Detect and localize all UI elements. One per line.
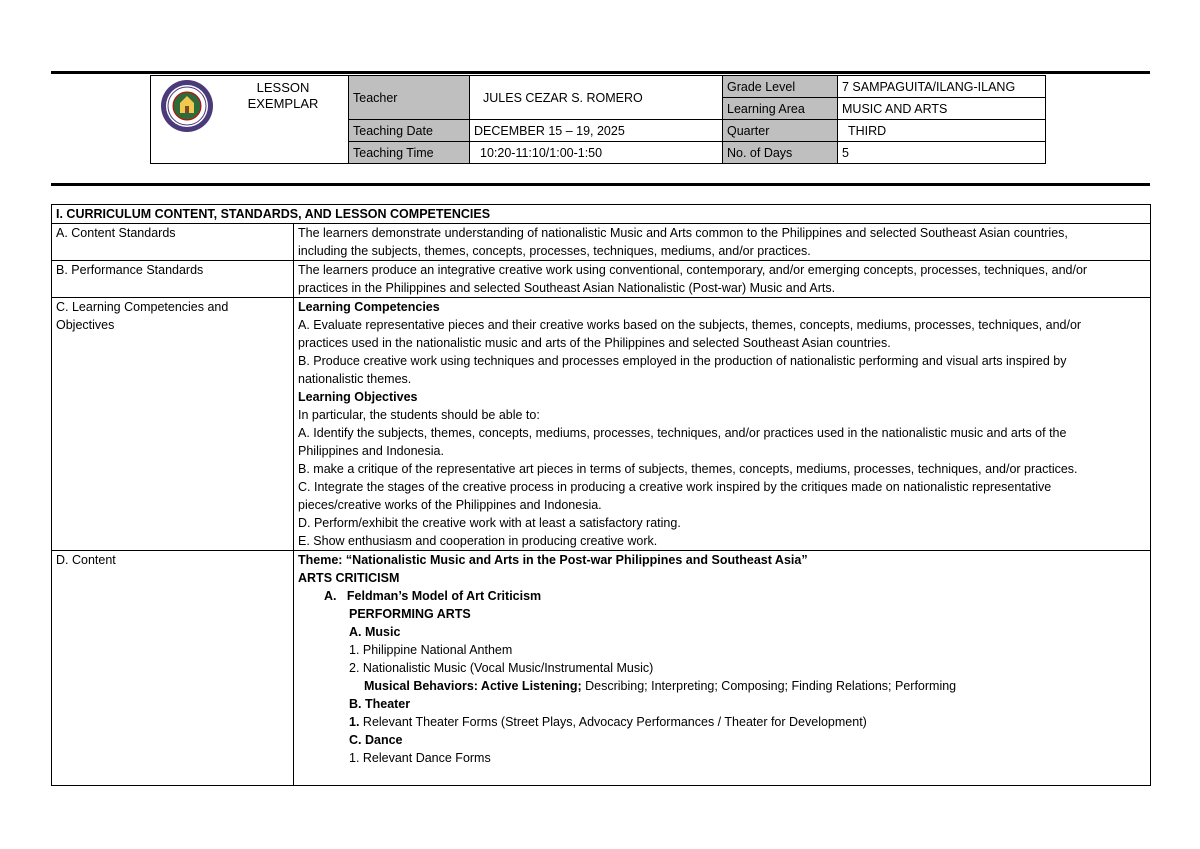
header-table [150, 75, 1046, 164]
days-label: No. of Days [723, 142, 838, 164]
logo-cell [151, 76, 349, 164]
content-text: Theme: “Nationalistic Music and Arts in the Post-war Philippines and Southeast Asia” ARTS CRITICISM A. Feldman’s Model of Art Criticism PERFORMING ARTS A. Music 1. Philippine National Anthem 2. Nationalistic Music (Vocal Music/Instrumental Music) Musical Behaviors: Active Listening; Describing; Interpreting; Composing; Finding Relations; Performing B. Theater 1. Relevant Theater Forms (Street Plays, Advocacy Performances / Theater for Development) C. Dance 1. Relevant Dance Forms [294, 551, 1151, 786]
school-seal-icon [160, 79, 214, 133]
curriculum-table [51, 204, 1151, 786]
performance-standards-label: B. Performance Standards [52, 261, 294, 298]
musical-behaviors: Musical Behaviors: Active Listening; Describing; Interpreting; Composing; Finding Relations; Performing [364, 679, 957, 693]
lesson-title: LESSON EXEMPLAR [247, 80, 319, 111]
performance-standards-row [52, 261, 1151, 298]
learning-area-label: Learning Area [723, 98, 838, 120]
objectives-heading: Learning Objectives [298, 390, 418, 404]
teaching-date-value: DECEMBER 15 – 19, 2025 [470, 120, 723, 142]
theme: Theme: “Nationalistic Music and Arts in the Post-war Philippines and Southeast Asia” [298, 553, 808, 567]
teacher-label: Teacher [349, 76, 470, 120]
learning-area-value: MUSIC AND ARTS [838, 98, 1046, 120]
competencies-label: C. Learning Competencies and Objectives [52, 298, 294, 551]
feldman-item: A. Feldman’s Model of Art Criticism [324, 589, 542, 603]
days-value: 5 [838, 142, 1046, 164]
teacher-value: JULES CEZAR S. ROMERO [470, 76, 723, 120]
bottom-rule [51, 183, 1150, 186]
teaching-time-value: 10:20-11:10/1:00-1:50 [470, 142, 723, 164]
performance-standards-text: The learners produce an integrative creative work using conventional, contemporary, and/or emerging concepts, processes, techniques, and/or practices in the Philippines and selected Southeast Asian Nationalistic (Post-war) Music and Arts. [294, 261, 1151, 298]
teaching-date-label: Teaching Date [349, 120, 470, 142]
section-title: I. CURRICULUM CONTENT, STANDARDS, AND LESSON COMPETENCIES [52, 205, 1151, 224]
grade-level-value: 7 SAMPAGUITA/ILANG-ILANG [838, 76, 1046, 98]
grade-level-label: Grade Level [723, 76, 838, 98]
competencies-heading: Learning Competencies [298, 300, 440, 314]
content-standards-label: A. Content Standards [52, 224, 294, 261]
content-standards-text: The learners demonstrate understanding of nationalistic Music and Arts common to the Philippines and selected Southeast Asian countries, including the subjects, themes, concepts, processes, techniques, mediums, and/or practices. [294, 224, 1151, 261]
competencies-row [52, 298, 1151, 551]
quarter-label: Quarter [723, 120, 838, 142]
teaching-time-label: Teaching Time [349, 142, 470, 164]
competencies-text: Learning Competencies A. Evaluate representative pieces and their creative works based on the subjects, themes, concepts, mediums, processes, techniques, and/or practices used in the nationalistic music and arts of the Philippines and selected Southeast Asian countries. B. Produce creative work using techniques and processes employed in the production of nationalistic performing and visual arts inspired by nationalistic themes. Learning Objectives In particular, the students should be able to: A. Identify the subjects, themes, concepts, mediums, processes, techniques, and/or practices used in the nationalistic music and arts of the Philippines and Indonesia. B. make a critique of the representative art pieces in terms of subjects, themes, concepts, mediums, processes, techniques, and/or practices. C. Integrate the stages of the creative process in producing a creative work inspired by the critiques made on nationalistic representative pieces/creative works of the Philippines and Indonesia. D. Perform/exhibit the creative work with at least a satisfactory rating. E. Show enthusiasm and cooperation in producing creative work. [294, 298, 1151, 551]
content-label: D. Content [52, 551, 294, 786]
content-row [52, 551, 1151, 786]
content-standards-row [52, 224, 1151, 261]
quarter-value: THIRD [838, 120, 1046, 142]
top-rule [51, 71, 1150, 74]
